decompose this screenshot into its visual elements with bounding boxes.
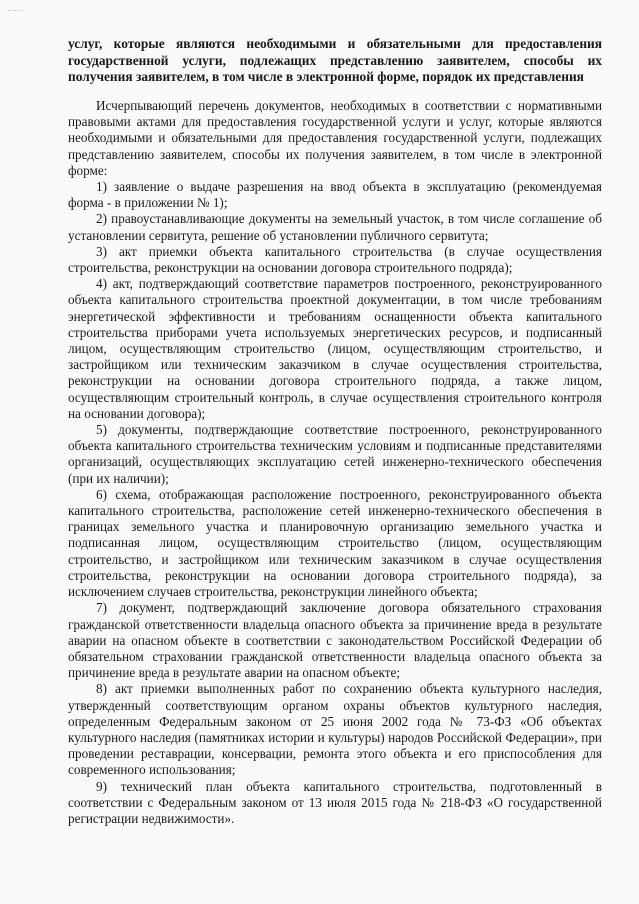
scan-artifact: [8, 10, 26, 15]
list-item-2: 2) правоустанавливающие документы на земельный участок, в том числе соглашение об установлении сервитута, решение об установлении публичного сервитута;: [68, 211, 602, 243]
list-item-4: 4) акт, подтверждающий соответствие параметров построенного, реконструированного объекта капитального строительства проектной документации, в том числе требованиям энергетической эффективности и требованиям оснащенности объекта капитального строительства приборами учета используемых энергетических ресурсов, и подписанный лицом, осуществляющим строительство (лицом, осуществляющим строительство, и застройщиком или техническим заказчиком в случае осуществления строительства, реконструкции на основании договора строительного подряда, а также лицом, осуществляющим строительный контроль, в случае осуществления строительного контроля на основании договора);: [68, 276, 602, 421]
list-item-1: 1) заявление о выдаче разрешения на ввод объекта в эксплуатацию (рекомендуемая форма - в приложении № 1);: [68, 179, 602, 211]
list-item-3: 3) акт приемки объекта капитального строительства (в случае осуществления строительства, реконструкции на основании договора строительного подряда);: [68, 243, 602, 276]
list-item-8: 8) акт приемки выполненных работ по сохранению объекта культурного наследия, утвержденный соответствующим органом охраны объектов культурного наследия, определенным Федеральным законом от 25 июня 2002 года № 73-ФЗ «Об объектах культурного наследия (памятниках истории и культуры) народов Российской Федерации», при проведении реставрации, консервации, ремонта этого объекта и его приспособления для современного использования;: [68, 681, 602, 778]
list-item-7: 7) документ, подтверждающий заключение договора обязательного страхования гражданской ответственности владельца опасного объекта за причинение вреда в результате аварии на опасном объекте в соответствии с законодательством Российской Федерации об обязательном страховании гражданской ответственности владельца опасного объекта за причинение вреда в результате аварии на опасном объекте;: [68, 600, 602, 681]
section-heading: услуг, которые являются необходимыми и обязательными для предоставления государственной услуги, подлежащих представлению заявителем, способы их получения заявителем, в том числе в электронной форме, порядок их представления: [68, 36, 602, 84]
intro-paragraph: Исчерпывающий перечень документов, необходимых в соответствии с нормативными правовыми актами для предоставления государственной услуги и услуг, которые являются необходимыми и обязательными для предоставления государственной услуги, подлежащих представлению заявителем, способы их получения заявителем, в том числе в электронной форме:: [68, 98, 602, 178]
list-item-5: 5) документы, подтверждающие соответствие построенного, реконструированного объекта капитального строительства техническим условиям и подписанные представителями организаций, осуществляющих эксплуатацию сетей инженерно-технического обеспечения (при их наличии);: [68, 422, 602, 486]
list-item-9: 9) технический план объекта капитального строительства, подготовленный в соответствии с Федеральным законом от 13 июля 2015 года № 218-ФЗ «О государственной регистрации недвижимости».: [68, 778, 602, 826]
document-body: [68, 98, 602, 827]
list-item-6: 6) схема, отображающая расположение построенного, реконструированного объекта капитального строительства, расположение сетей инженерно-технического обеспечения в границах земельного участка и планировочную организацию земельного участка и подписанная лицом, осуществляющим строительство (лицом, осуществляющим строительство, и застройщиком или техническим заказчиком в случае осуществления строительства, реконструкции на основании договора строительного подряда), за исключением случаев строительства, реконструкции линейного объекта;: [68, 486, 602, 600]
